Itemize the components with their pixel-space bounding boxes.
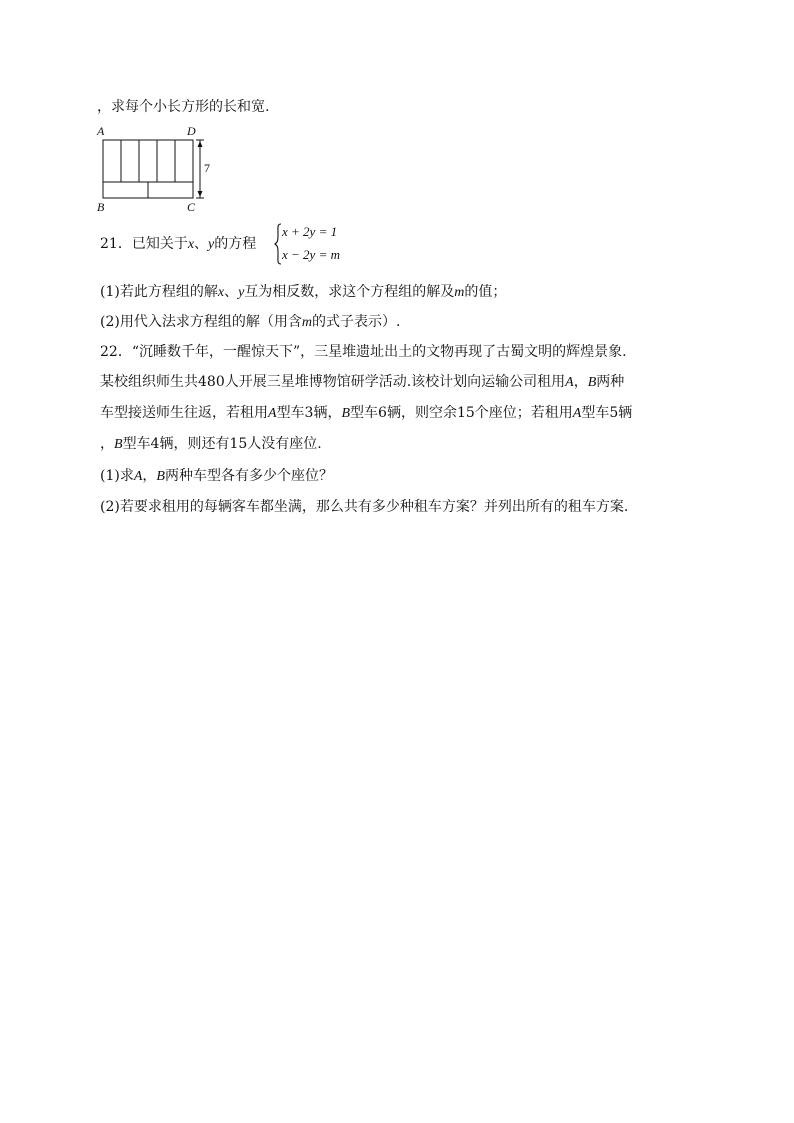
q22-line3 <box>100 403 632 424</box>
q22-line1 <box>100 342 627 362</box>
var-x: x <box>187 237 195 252</box>
var-y: y <box>238 285 245 300</box>
var-m: m <box>454 285 465 300</box>
q22-line2 <box>100 372 624 393</box>
q21-part1 <box>100 282 506 303</box>
q21-p1-a: (1)若此方程组的解 <box>100 284 218 300</box>
q22-p1-c: 两种车型各有多少个座位？ <box>164 468 333 484</box>
separator: 、 <box>194 236 209 252</box>
q21-p2-b: 的式子表示）. <box>311 314 401 330</box>
q22-p2-text: (2)若要求租用的每辆客车都坐满，那么共有多少种租车方案？并列出所有的租车方案. <box>100 499 629 515</box>
q21-stem <box>100 234 256 255</box>
separator: 、 <box>224 284 239 300</box>
equation-1: x + 2y = 1 <box>282 224 338 239</box>
var-b: B <box>341 406 351 421</box>
label-b: B <box>97 200 105 214</box>
var-x: x <box>217 285 225 300</box>
q22-p1-b: ， <box>142 468 157 484</box>
q21-p1-b: 互为相反数，求这个方程组的解及 <box>244 284 455 300</box>
var-a: A <box>133 469 143 484</box>
var-b: B <box>114 437 123 452</box>
q21-suffix: 的方程 <box>214 236 257 252</box>
label-c: C <box>187 200 196 214</box>
q20-text <box>97 97 269 117</box>
q22-line4-b: 型车4辆，则还有15人没有座位. <box>122 436 322 452</box>
label-d: D <box>187 124 196 138</box>
var-a: A <box>268 406 277 421</box>
var-a: A <box>572 406 582 421</box>
q21-p1-c: 的值； <box>464 284 507 300</box>
rectangle-diagram <box>92 124 222 216</box>
dimension-label: 7 <box>204 161 210 175</box>
q22-line3-a: 车型接送师生往返，若租用 <box>100 405 268 421</box>
q22-line3-c: 型车6辆，则空余15个座位；若租用 <box>350 405 573 421</box>
q21-prefix: 21．已知关于 <box>100 236 188 252</box>
q22-part1 <box>100 466 333 487</box>
equation-2: x − 2y = m <box>282 247 340 262</box>
q22-line3-d: 型车5辆 <box>581 405 633 421</box>
label-a: A <box>97 124 105 138</box>
var-y: y <box>208 237 215 252</box>
q22-line2-b: ， <box>573 374 588 390</box>
q21-part2 <box>100 312 400 333</box>
equation-system <box>273 222 363 266</box>
q22-p1-a: (1)求 <box>100 468 134 484</box>
q22-line1-text: 22．“沉睡数千年，一醒惊天下”，三星堆遗址出土的文物再现了古蜀文明的辉煌景象. <box>100 344 627 360</box>
rectangle-figure <box>92 124 222 216</box>
q22-line2-c: 两种 <box>596 374 625 390</box>
q22-line2-a: 某校组织师生共480人开展三星堆博物馆研学活动.该校计划向运输公司租用 <box>100 374 566 390</box>
var-b: B <box>156 469 165 484</box>
var-b: B <box>587 375 597 390</box>
q22-line4 <box>100 434 322 455</box>
q22-part2 <box>100 497 628 517</box>
q22-line3-b: 型车3辆， <box>276 405 342 421</box>
var-a: A <box>565 375 574 390</box>
q20-tail: ，求每个小长方形的长和宽. <box>97 99 270 115</box>
var-m: m <box>301 315 312 330</box>
q21-p2-a: (2)用代入法求方程组的解（用含 <box>100 314 302 330</box>
q22-line4-a: ， <box>100 436 114 452</box>
